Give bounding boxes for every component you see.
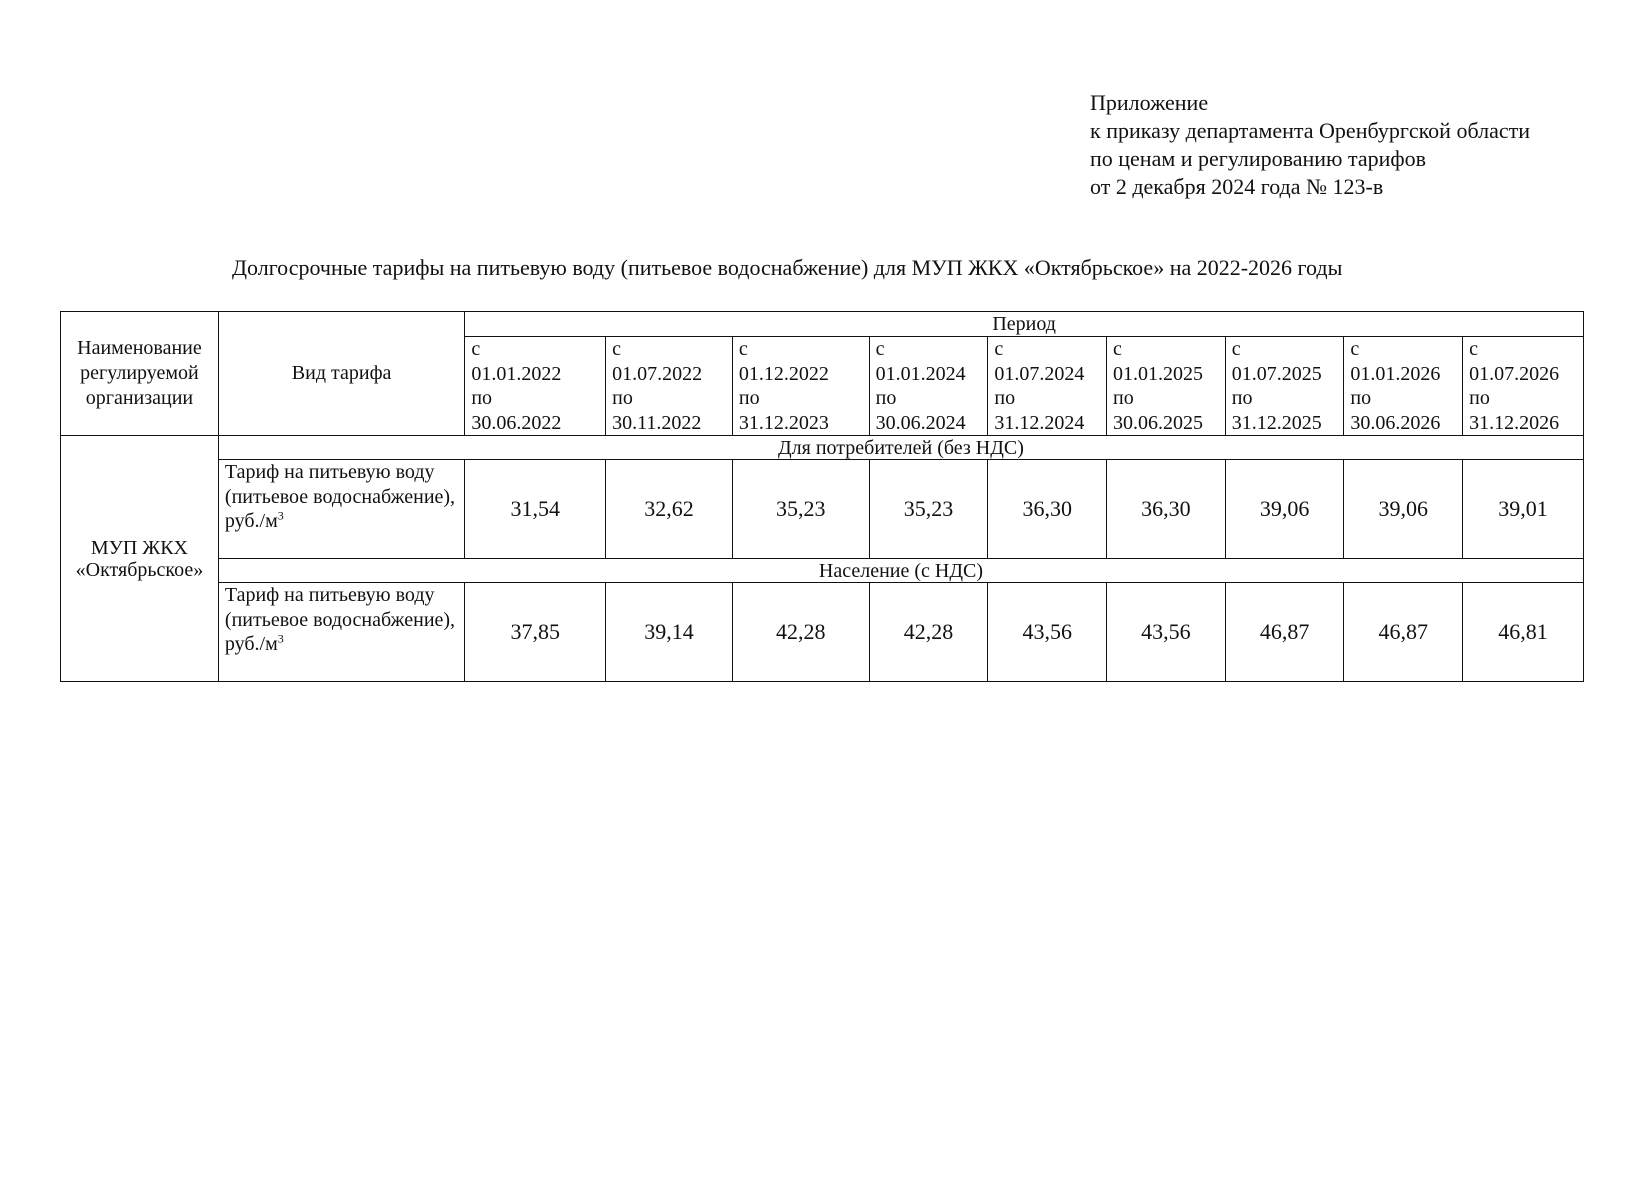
tariff-value: 35,23 <box>732 460 869 559</box>
period-from: 01.07.2025 <box>1231 362 1322 385</box>
period-from-word: с <box>1113 338 1122 360</box>
header-org: Наименование регулируемой организации <box>61 312 219 436</box>
period-to-word: по <box>875 387 897 409</box>
period-to: 31.12.2026 <box>1469 411 1560 434</box>
appendix-line: к приказу департамента Оренбургской области <box>1090 118 1530 143</box>
period-from-word: с <box>1469 338 1478 360</box>
tariff-name-text: Тариф на питьевую воду (питьевое водоснабжение), руб./м <box>224 584 456 655</box>
period-from: 01.01.2026 <box>1350 362 1441 385</box>
tariff-value: 43,56 <box>988 583 1107 682</box>
period-to-word: по <box>1469 387 1490 409</box>
tariff-value: 39,01 <box>1463 460 1584 559</box>
period-to: 30.06.2024 <box>875 411 966 434</box>
period-from-word: с <box>994 338 1004 360</box>
period-header-cell <box>465 337 606 436</box>
group-row <box>61 559 1584 583</box>
tariff-value: 43,56 <box>1107 583 1226 682</box>
tariff-value: 35,23 <box>869 460 988 559</box>
header-row <box>61 312 1584 337</box>
tariff-value: 32,62 <box>606 460 733 559</box>
period-from-word: с <box>1231 338 1241 360</box>
header-tariff-type: Вид тарифа <box>218 312 464 436</box>
tariff-value: 39,06 <box>1344 460 1463 559</box>
group-label: Для потребителей (без НДС) <box>218 436 1583 460</box>
appendix-line: Приложение <box>1090 90 1209 115</box>
period-from: 01.01.2024 <box>875 362 966 385</box>
period-to: 30.06.2022 <box>471 411 562 434</box>
period-header-cell <box>1107 337 1226 436</box>
period-to-word: по <box>471 387 493 409</box>
period-from-word: с <box>612 338 622 360</box>
period-to: 30.06.2026 <box>1350 411 1441 434</box>
tariff-value: 46,87 <box>1344 583 1463 682</box>
period-to-word: по <box>1231 387 1253 409</box>
organization-name: МУП ЖКХ «Октябрьское» <box>61 436 219 682</box>
group-row <box>61 436 1584 460</box>
tariff-table <box>60 311 1584 682</box>
tariff-value: 36,30 <box>988 460 1107 559</box>
tariff-value: 46,81 <box>1463 583 1584 682</box>
period-from-word: с <box>471 338 481 360</box>
period-from: 01.07.2022 <box>612 362 703 385</box>
unit-superscript: 3 <box>277 631 284 646</box>
period-to: 30.06.2025 <box>1113 411 1204 434</box>
period-from: 01.07.2024 <box>994 362 1085 385</box>
tariff-name <box>218 583 464 682</box>
period-to: 31.12.2025 <box>1231 411 1322 434</box>
tariff-value: 42,28 <box>869 583 988 682</box>
table-row <box>61 583 1584 682</box>
period-from: 01.12.2022 <box>738 362 829 385</box>
tariff-name <box>218 460 464 559</box>
tariff-value: 39,06 <box>1225 460 1344 559</box>
period-from-word: с <box>875 338 885 360</box>
period-from: 01.07.2026 <box>1469 362 1560 385</box>
period-from-word: с <box>1350 338 1360 360</box>
tariff-value: 46,87 <box>1225 583 1344 682</box>
period-to-word: по <box>738 387 760 409</box>
period-to: 30.11.2022 <box>612 411 702 434</box>
period-to: 31.12.2023 <box>738 411 829 434</box>
period-from-word: с <box>738 338 748 360</box>
tariff-value: 42,28 <box>732 583 869 682</box>
tariff-name-text: Тариф на питьевую воду (питьевое водоснабжение), руб./м <box>224 461 456 532</box>
period-to-word: по <box>994 387 1016 409</box>
appendix-line: от 2 декабря 2024 года № 123-в <box>1090 174 1384 199</box>
period-header-cell <box>1463 337 1584 436</box>
period-header-cell <box>869 337 988 436</box>
period-header-cell <box>1344 337 1463 436</box>
period-to-word: по <box>1113 387 1134 409</box>
period-from: 01.01.2025 <box>1113 362 1204 385</box>
tariff-value: 31,54 <box>465 460 606 559</box>
period-from: 01.01.2022 <box>471 362 562 385</box>
appendix-block <box>1090 89 1530 201</box>
table-row <box>61 460 1584 559</box>
header-period: Период <box>465 312 1584 337</box>
period-header-cell <box>1225 337 1344 436</box>
tariff-value: 39,14 <box>606 583 733 682</box>
tariff-value: 37,85 <box>465 583 606 682</box>
period-to-word: по <box>612 387 633 409</box>
period-to-word: по <box>1350 387 1372 409</box>
period-to: 31.12.2024 <box>994 411 1085 434</box>
tariff-value: 36,30 <box>1107 460 1226 559</box>
group-label: Население (с НДС) <box>218 559 1583 583</box>
unit-superscript: 3 <box>277 508 284 523</box>
document-title: Долгосрочные тарифы на питьевую воду (питьевое водоснабжение) для МУП ЖКХ «Октябрьское» на 2022-2026 годы <box>232 255 1343 280</box>
period-header-cell <box>732 337 869 436</box>
period-header-cell <box>988 337 1107 436</box>
appendix-line: по ценам и регулированию тарифов <box>1090 146 1427 171</box>
period-header-cell <box>606 337 733 436</box>
